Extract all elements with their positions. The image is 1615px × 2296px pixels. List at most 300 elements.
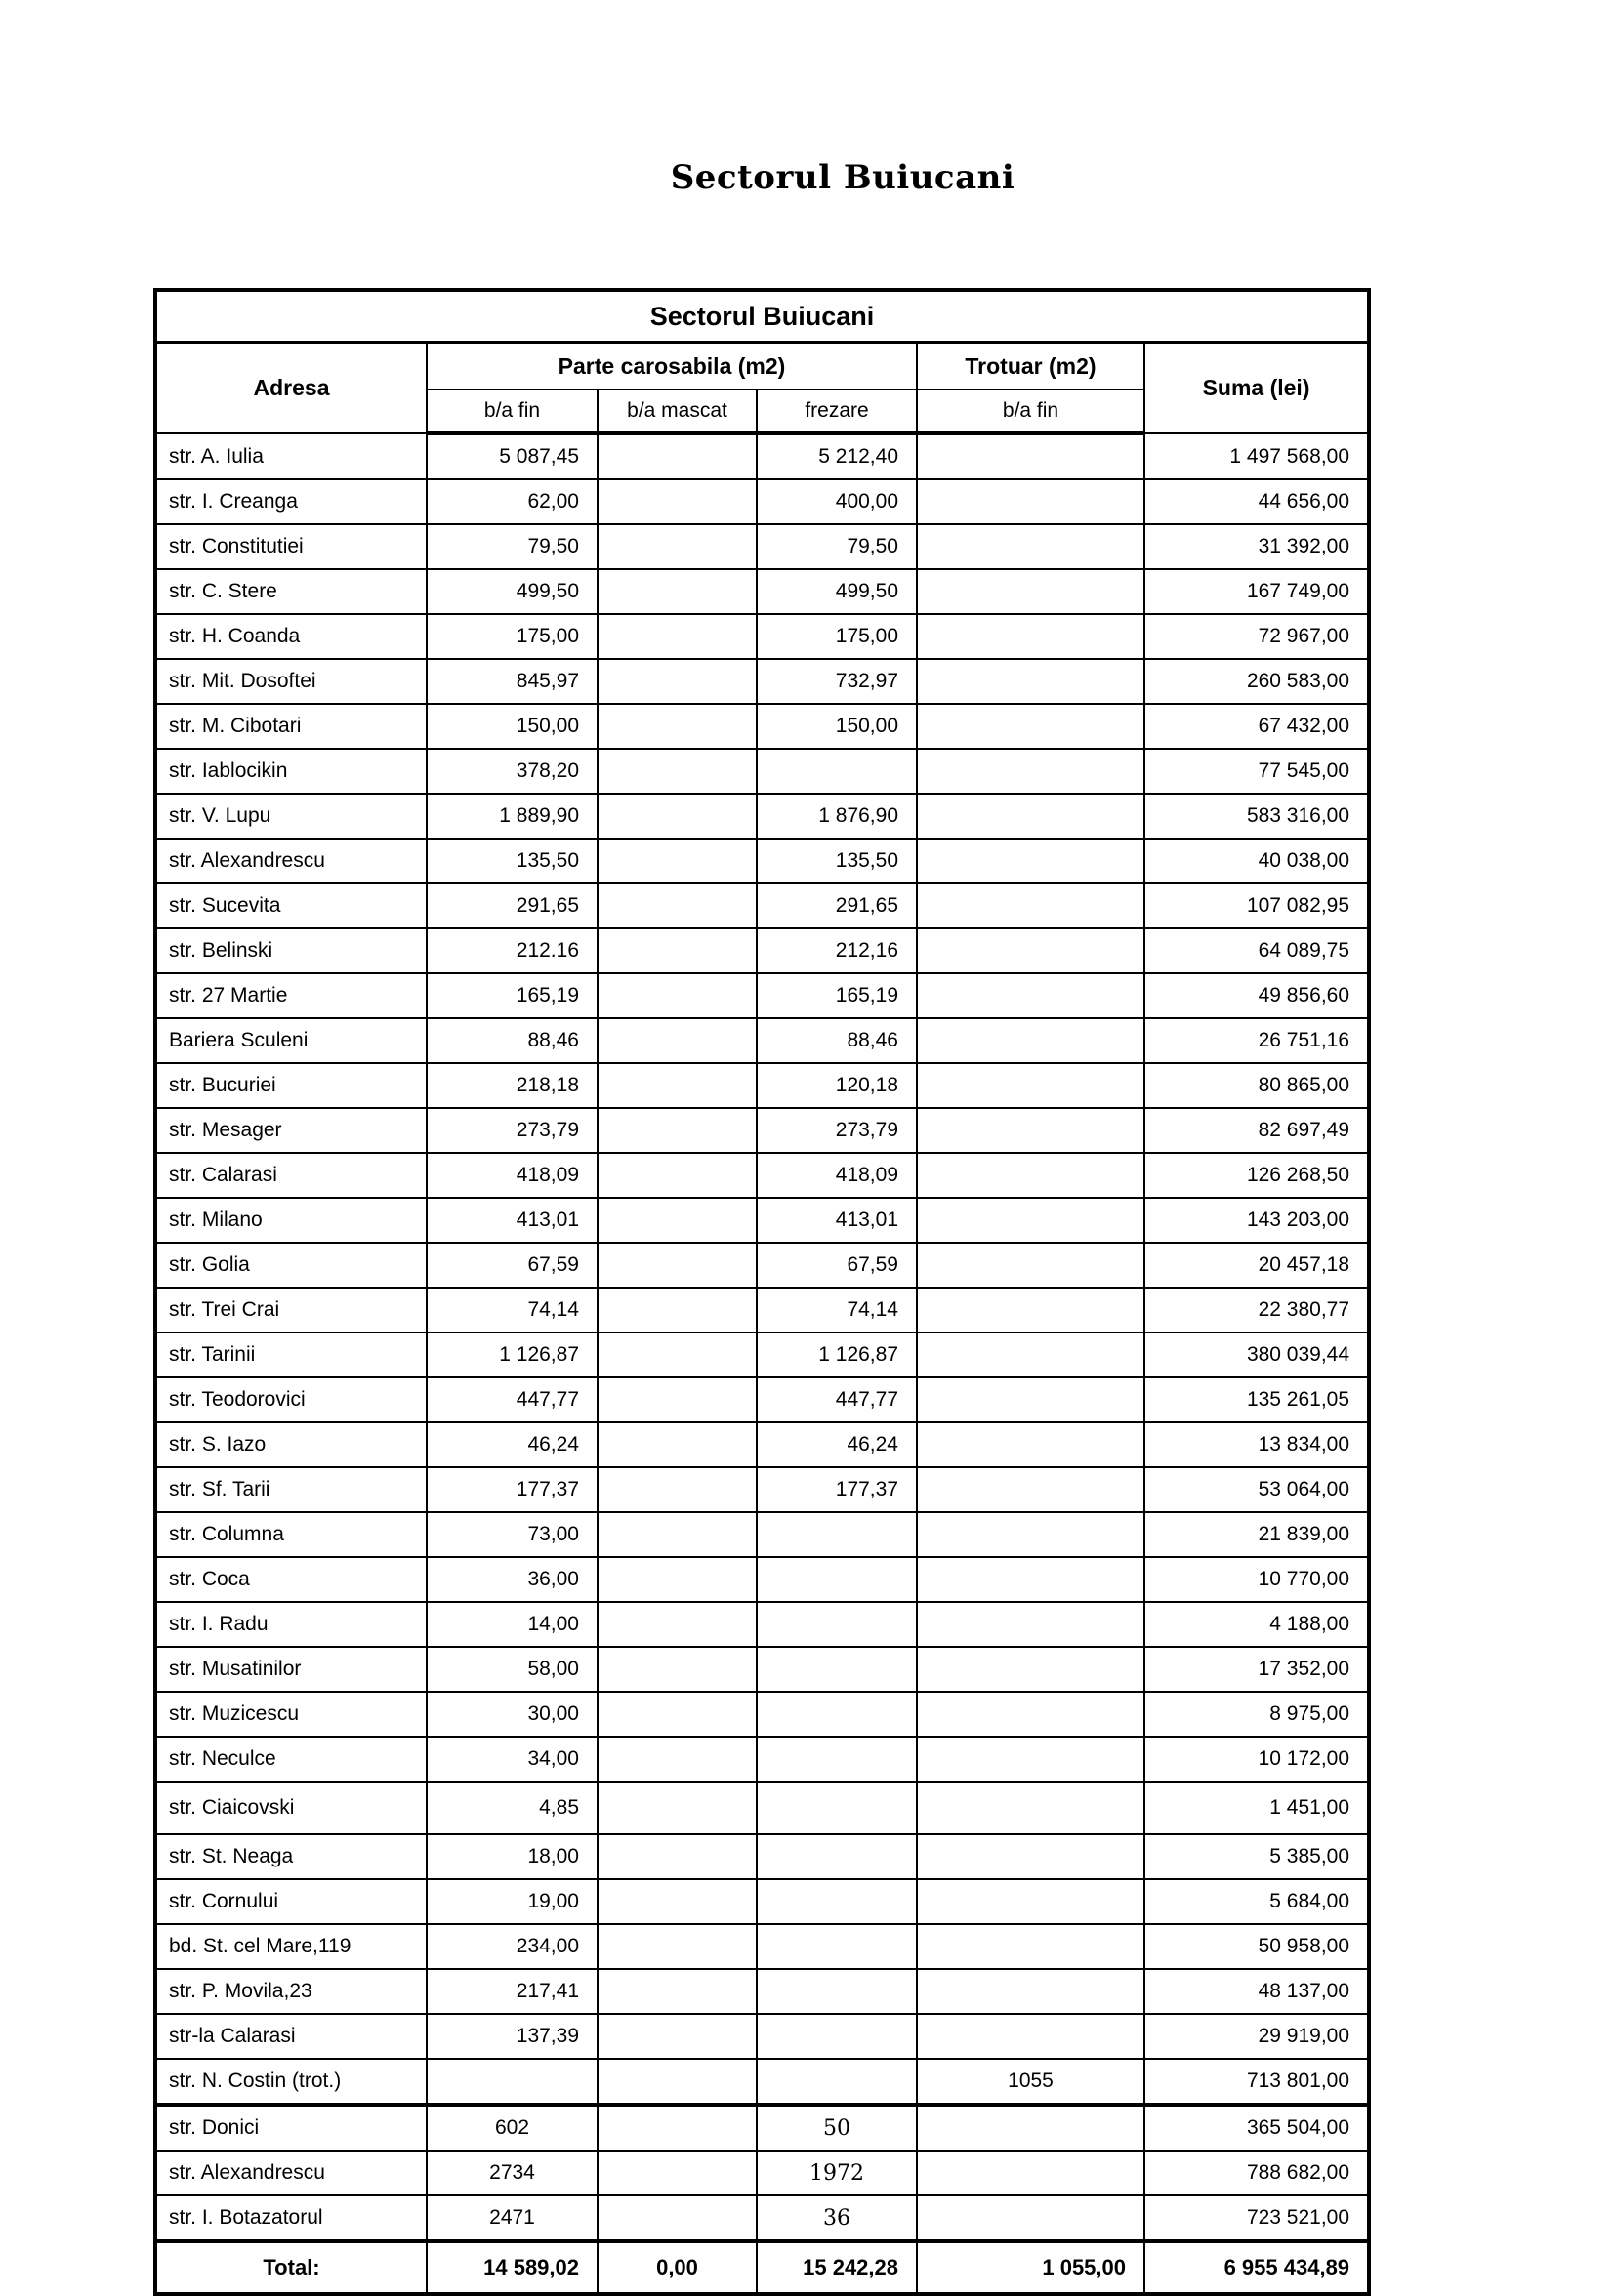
trotuar-cell [917, 1198, 1144, 1243]
suma-cell: 29 919,00 [1144, 2014, 1369, 2059]
table-title-row [155, 290, 1369, 343]
ba-fin-cell: 135,50 [427, 839, 598, 883]
table-row [155, 1153, 1369, 1198]
trotuar-cell [917, 1332, 1144, 1377]
ba-mascat-cell [598, 973, 757, 1018]
frezare-cell: 36 [757, 2195, 917, 2241]
table-row [155, 1834, 1369, 1879]
trotuar-cell [917, 1153, 1144, 1198]
ba-fin-cell: 177,37 [427, 1467, 598, 1512]
ba-mascat-cell [598, 1512, 757, 1557]
table-row [155, 1467, 1369, 1512]
ba-mascat-cell [598, 2059, 757, 2105]
ba-fin-cell: 34,00 [427, 1737, 598, 1782]
adresa-cell: str. Musatinilor [155, 1647, 427, 1692]
table-row [155, 973, 1369, 1018]
ba-fin-cell: 165,19 [427, 973, 598, 1018]
frezare-cell: 5 212,40 [757, 433, 917, 479]
adresa-cell: str. Mit. Dosoftei [155, 659, 427, 704]
ba-fin-cell: 175,00 [427, 614, 598, 659]
adresa-cell: str. St. Neaga [155, 1834, 427, 1879]
ba-mascat-cell [598, 2195, 757, 2241]
suma-cell: 723 521,00 [1144, 2195, 1369, 2241]
table-row [155, 1602, 1369, 1647]
suma-cell: 107 082,95 [1144, 883, 1369, 928]
adresa-cell: str. Calarasi [155, 1153, 427, 1198]
suma-cell: 365 504,00 [1144, 2105, 1369, 2151]
adresa-cell: str. M. Cibotari [155, 704, 427, 749]
trotuar-cell [917, 839, 1144, 883]
ba-mascat-cell [598, 524, 757, 569]
table-row [155, 614, 1369, 659]
frezare-cell: 212,16 [757, 928, 917, 973]
ba-mascat-cell [598, 1288, 757, 1332]
trotuar-cell [917, 1288, 1144, 1332]
header-group-row [155, 343, 1369, 390]
suma-cell: 64 089,75 [1144, 928, 1369, 973]
frezare-cell [757, 2014, 917, 2059]
table-row [155, 433, 1369, 479]
adresa-cell: str. Constitutiei [155, 524, 427, 569]
subheader-ba-mascat: b/a mascat [598, 390, 757, 433]
table-row [155, 569, 1369, 614]
ba-fin-cell: 18,00 [427, 1834, 598, 1879]
ba-mascat-cell [598, 1198, 757, 1243]
frezare-cell: 74,14 [757, 1288, 917, 1332]
adresa-cell: str. Sf. Tarii [155, 1467, 427, 1512]
ba-fin-cell: 212.16 [427, 928, 598, 973]
subheader-trotuar-ba-fin: b/a fin [917, 390, 1144, 433]
ba-mascat-cell [598, 1737, 757, 1782]
ba-mascat-cell [598, 1018, 757, 1063]
ba-mascat-cell [598, 1602, 757, 1647]
trotuar-cell [917, 1602, 1144, 1647]
adresa-cell: str. 27 Martie [155, 973, 427, 1018]
adresa-cell: str. Alexandrescu [155, 2151, 427, 2195]
ba-fin-cell: 217,41 [427, 1969, 598, 2014]
table-row [155, 2105, 1369, 2151]
adresa-cell: str. V. Lupu [155, 794, 427, 839]
ba-mascat-cell [598, 1969, 757, 2014]
table-row [155, 479, 1369, 524]
frezare-cell [757, 1512, 917, 1557]
table-row [155, 1377, 1369, 1422]
ba-fin-cell: 234,00 [427, 1924, 598, 1969]
ba-fin-cell: 5 087,45 [427, 433, 598, 479]
ba-fin-cell: 19,00 [427, 1879, 598, 1924]
adresa-cell: str. Mesager [155, 1108, 427, 1153]
table-row [155, 1692, 1369, 1737]
adresa-cell: str. Milano [155, 1198, 427, 1243]
trotuar-cell [917, 1879, 1144, 1924]
suma-cell: 50 958,00 [1144, 1924, 1369, 1969]
frezare-cell: 1 126,87 [757, 1332, 917, 1377]
trotuar-cell [917, 2105, 1144, 2151]
frezare-cell: 1972 [757, 2151, 917, 2195]
suma-cell: 67 432,00 [1144, 704, 1369, 749]
table-row [155, 1737, 1369, 1782]
suma-cell: 10 172,00 [1144, 1737, 1369, 1782]
trotuar-cell [917, 1924, 1144, 1969]
ba-fin-cell: 79,50 [427, 524, 598, 569]
trotuar-cell [917, 2151, 1144, 2195]
ba-mascat-cell [598, 1647, 757, 1692]
ba-mascat-cell [598, 1422, 757, 1467]
ba-fin-cell: 14,00 [427, 1602, 598, 1647]
ba-fin-cell: 137,39 [427, 2014, 598, 2059]
trotuar-cell [917, 794, 1144, 839]
trotuar-cell [917, 1243, 1144, 1288]
suma-cell: 143 203,00 [1144, 1198, 1369, 1243]
suma-cell: 583 316,00 [1144, 794, 1369, 839]
trotuar-cell [917, 569, 1144, 614]
ba-mascat-cell [598, 1243, 757, 1288]
frezare-cell: 135,50 [757, 839, 917, 883]
total-ba-fin-cell: 14 589,02 [427, 2241, 598, 2294]
suma-cell: 17 352,00 [1144, 1647, 1369, 1692]
ba-mascat-cell [598, 2105, 757, 2151]
frezare-cell: 1 876,90 [757, 794, 917, 839]
trotuar-cell [917, 1692, 1144, 1737]
frezare-cell: 67,59 [757, 1243, 917, 1288]
ba-mascat-cell [598, 839, 757, 883]
adresa-cell: str. S. Iazo [155, 1422, 427, 1467]
adresa-cell: str. Iablocikin [155, 749, 427, 794]
adresa-cell: str. Belinski [155, 928, 427, 973]
frezare-cell: 732,97 [757, 659, 917, 704]
table-row [155, 2195, 1369, 2241]
ba-mascat-cell [598, 2151, 757, 2195]
ba-mascat-cell [598, 479, 757, 524]
ba-mascat-cell [598, 704, 757, 749]
frezare-cell: 177,37 [757, 1467, 917, 1512]
ba-fin-cell: 30,00 [427, 1692, 598, 1737]
table-row [155, 1924, 1369, 1969]
table-row [155, 1108, 1369, 1153]
trotuar-cell [917, 614, 1144, 659]
trotuar-cell [917, 659, 1144, 704]
ba-fin-cell: 73,00 [427, 1512, 598, 1557]
frezare-cell: 499,50 [757, 569, 917, 614]
ba-mascat-cell [598, 1924, 757, 1969]
trotuar-cell [917, 973, 1144, 1018]
suma-cell: 167 749,00 [1144, 569, 1369, 614]
adresa-cell: str. I. Radu [155, 1602, 427, 1647]
header-adresa: Adresa [155, 343, 427, 434]
ba-fin-cell: 4,85 [427, 1782, 598, 1834]
ba-mascat-cell [598, 569, 757, 614]
total-trotuar-cell: 1 055,00 [917, 2241, 1144, 2294]
suma-cell: 72 967,00 [1144, 614, 1369, 659]
suma-cell: 1 451,00 [1144, 1782, 1369, 1834]
total-ba-mascat-cell: 0,00 [598, 2241, 757, 2294]
suma-cell: 713 801,00 [1144, 2059, 1369, 2105]
trotuar-cell [917, 1737, 1144, 1782]
suma-cell: 126 268,50 [1144, 1153, 1369, 1198]
ba-fin-cell: 602 [427, 2105, 598, 2151]
trotuar-cell [917, 524, 1144, 569]
table-row [155, 1557, 1369, 1602]
adresa-cell: str. Alexandrescu [155, 839, 427, 883]
ba-fin-cell: 413,01 [427, 1198, 598, 1243]
frezare-cell [757, 1879, 917, 1924]
trotuar-cell: 1055 [917, 2059, 1144, 2105]
table-row [155, 1969, 1369, 2014]
table-row [155, 1198, 1369, 1243]
adresa-cell: str. Muzicescu [155, 1692, 427, 1737]
ba-mascat-cell [598, 1377, 757, 1422]
adresa-cell: str. Trei Crai [155, 1288, 427, 1332]
page-title: Sectorul Buiucani [670, 158, 1015, 197]
sector-table [153, 288, 1371, 2296]
trotuar-cell [917, 1969, 1144, 2014]
ba-fin-cell: 447,77 [427, 1377, 598, 1422]
ba-fin-cell: 273,79 [427, 1108, 598, 1153]
ba-fin-cell: 67,59 [427, 1243, 598, 1288]
ba-fin-cell: 499,50 [427, 569, 598, 614]
table-row [155, 2014, 1369, 2059]
total-suma-cell: 6 955 434,89 [1144, 2241, 1369, 2294]
adresa-cell: bd. St. cel Mare,119 [155, 1924, 427, 1969]
adresa-cell: str. Sucevita [155, 883, 427, 928]
ba-fin-cell: 74,14 [427, 1288, 598, 1332]
adresa-cell: str. H. Coanda [155, 614, 427, 659]
total-label-cell: Total: [155, 2241, 427, 2294]
adresa-cell: str. N. Costin (trot.) [155, 2059, 427, 2105]
table-row [155, 659, 1369, 704]
ba-fin-cell: 1 126,87 [427, 1332, 598, 1377]
suma-cell: 8 975,00 [1144, 1692, 1369, 1737]
table-row [155, 928, 1369, 973]
trotuar-cell [917, 1108, 1144, 1153]
ba-fin-cell: 36,00 [427, 1557, 598, 1602]
adresa-cell: str. Coca [155, 1557, 427, 1602]
ba-fin-cell: 150,00 [427, 704, 598, 749]
ba-mascat-cell [598, 659, 757, 704]
suma-cell: 5 684,00 [1144, 1879, 1369, 1924]
adresa-cell: str. Ciaicovski [155, 1782, 427, 1834]
frezare-cell: 400,00 [757, 479, 917, 524]
frezare-cell: 273,79 [757, 1108, 917, 1153]
ba-mascat-cell [598, 749, 757, 794]
adresa-cell: str. Neculce [155, 1737, 427, 1782]
trotuar-cell [917, 1557, 1144, 1602]
trotuar-cell [917, 1018, 1144, 1063]
ba-fin-cell: 418,09 [427, 1153, 598, 1198]
table-title: Sectorul Buiucani [155, 290, 1369, 343]
frezare-cell [757, 1602, 917, 1647]
trotuar-cell [917, 704, 1144, 749]
table-row [155, 1422, 1369, 1467]
suma-cell: 26 751,16 [1144, 1018, 1369, 1063]
frezare-cell [757, 1834, 917, 1879]
ba-mascat-cell [598, 2014, 757, 2059]
total-row [155, 2241, 1369, 2294]
ba-mascat-cell [598, 433, 757, 479]
trotuar-cell [917, 883, 1144, 928]
suma-cell: 53 064,00 [1144, 1467, 1369, 1512]
table-row [155, 794, 1369, 839]
suma-cell: 31 392,00 [1144, 524, 1369, 569]
frezare-cell: 165,19 [757, 973, 917, 1018]
ba-mascat-cell [598, 1063, 757, 1108]
frezare-cell [757, 1737, 917, 1782]
table-row [155, 1647, 1369, 1692]
ba-mascat-cell [598, 1834, 757, 1879]
trotuar-cell [917, 479, 1144, 524]
frezare-cell: 79,50 [757, 524, 917, 569]
adresa-cell: str-la Calarasi [155, 2014, 427, 2059]
suma-cell: 260 583,00 [1144, 659, 1369, 704]
ba-fin-cell: 46,24 [427, 1422, 598, 1467]
suma-cell: 13 834,00 [1144, 1422, 1369, 1467]
adresa-cell: str. Donici [155, 2105, 427, 2151]
total-frezare-cell: 15 242,28 [757, 2241, 917, 2294]
table-row [155, 2151, 1369, 2195]
suma-cell: 21 839,00 [1144, 1512, 1369, 1557]
table-row [155, 1018, 1369, 1063]
ba-mascat-cell [598, 1467, 757, 1512]
trotuar-cell [917, 1512, 1144, 1557]
frezare-cell: 50 [757, 2105, 917, 2151]
trotuar-cell [917, 433, 1144, 479]
table-row [155, 1782, 1369, 1834]
trotuar-cell [917, 1834, 1144, 1879]
suma-cell: 20 457,18 [1144, 1243, 1369, 1288]
subheader-frezare: frezare [757, 390, 917, 433]
table-row [155, 2059, 1369, 2105]
trotuar-cell [917, 749, 1144, 794]
frezare-cell: 46,24 [757, 1422, 917, 1467]
trotuar-cell [917, 1467, 1144, 1512]
suma-cell: 48 137,00 [1144, 1969, 1369, 2014]
ba-fin-cell: 2471 [427, 2195, 598, 2241]
ba-fin-cell: 2734 [427, 2151, 598, 2195]
adresa-cell: str. I. Creanga [155, 479, 427, 524]
frezare-cell: 150,00 [757, 704, 917, 749]
ba-mascat-cell [598, 1557, 757, 1602]
table-row [155, 1243, 1369, 1288]
header-suma: Suma (lei) [1144, 343, 1369, 434]
frezare-cell [757, 1782, 917, 1834]
suma-cell: 22 380,77 [1144, 1288, 1369, 1332]
ba-mascat-cell [598, 1782, 757, 1834]
frezare-cell: 418,09 [757, 1153, 917, 1198]
frezare-cell [757, 1969, 917, 2014]
table-row [155, 1332, 1369, 1377]
ba-mascat-cell [598, 614, 757, 659]
adresa-cell: str. Tarinii [155, 1332, 427, 1377]
suma-cell: 1 497 568,00 [1144, 433, 1369, 479]
adresa-cell: str. P. Movila,23 [155, 1969, 427, 2014]
suma-cell: 10 770,00 [1144, 1557, 1369, 1602]
adresa-cell: str. Teodorovici [155, 1377, 427, 1422]
suma-cell: 49 856,60 [1144, 973, 1369, 1018]
trotuar-cell [917, 2014, 1144, 2059]
suma-cell: 788 682,00 [1144, 2151, 1369, 2195]
table-row [155, 749, 1369, 794]
trotuar-cell [917, 928, 1144, 973]
frezare-cell [757, 1557, 917, 1602]
header-trotuar: Trotuar (m2) [917, 343, 1144, 390]
ba-fin-cell: 291,65 [427, 883, 598, 928]
ba-fin-cell: 218,18 [427, 1063, 598, 1108]
adresa-cell: str. Golia [155, 1243, 427, 1288]
ba-mascat-cell [598, 1692, 757, 1737]
trotuar-cell [917, 2195, 1144, 2241]
table-row [155, 1063, 1369, 1108]
adresa-cell: str. Cornului [155, 1879, 427, 1924]
frezare-cell: 447,77 [757, 1377, 917, 1422]
trotuar-cell [917, 1377, 1144, 1422]
frezare-cell [757, 1647, 917, 1692]
suma-cell: 135 261,05 [1144, 1377, 1369, 1422]
ba-fin-cell: 845,97 [427, 659, 598, 704]
ba-fin-cell: 88,46 [427, 1018, 598, 1063]
subheader-ba-fin: b/a fin [427, 390, 598, 433]
suma-cell: 82 697,49 [1144, 1108, 1369, 1153]
suma-cell: 77 545,00 [1144, 749, 1369, 794]
frezare-cell [757, 1924, 917, 1969]
frezare-cell [757, 749, 917, 794]
frezare-cell: 88,46 [757, 1018, 917, 1063]
ba-fin-cell: 1 889,90 [427, 794, 598, 839]
trotuar-cell [917, 1422, 1144, 1467]
ba-mascat-cell [598, 928, 757, 973]
table-row [155, 704, 1369, 749]
ba-fin-cell: 378,20 [427, 749, 598, 794]
suma-cell: 380 039,44 [1144, 1332, 1369, 1377]
table-row [155, 524, 1369, 569]
trotuar-cell [917, 1063, 1144, 1108]
trotuar-cell [917, 1647, 1144, 1692]
ba-fin-cell: 58,00 [427, 1647, 598, 1692]
ba-fin-cell [427, 2059, 598, 2105]
frezare-cell [757, 1692, 917, 1737]
frezare-cell: 413,01 [757, 1198, 917, 1243]
ba-mascat-cell [598, 1108, 757, 1153]
suma-cell: 5 385,00 [1144, 1834, 1369, 1879]
suma-cell: 40 038,00 [1144, 839, 1369, 883]
ba-mascat-cell [598, 1879, 757, 1924]
ba-mascat-cell [598, 1153, 757, 1198]
table-row [155, 1879, 1369, 1924]
frezare-cell: 120,18 [757, 1063, 917, 1108]
adresa-cell: str. I. Botazatorul [155, 2195, 427, 2241]
frezare-cell: 175,00 [757, 614, 917, 659]
suma-cell: 80 865,00 [1144, 1063, 1369, 1108]
suma-cell: 44 656,00 [1144, 479, 1369, 524]
adresa-cell: str. A. Iulia [155, 433, 427, 479]
table-row [155, 839, 1369, 883]
ba-mascat-cell [598, 1332, 757, 1377]
adresa-cell: str. Columna [155, 1512, 427, 1557]
frezare-cell: 291,65 [757, 883, 917, 928]
adresa-cell: Bariera Sculeni [155, 1018, 427, 1063]
trotuar-cell [917, 1782, 1144, 1834]
suma-cell: 4 188,00 [1144, 1602, 1369, 1647]
table-row [155, 1512, 1369, 1557]
frezare-cell [757, 2059, 917, 2105]
table-row [155, 1288, 1369, 1332]
ba-mascat-cell [598, 794, 757, 839]
adresa-cell: str. C. Stere [155, 569, 427, 614]
ba-fin-cell: 62,00 [427, 479, 598, 524]
adresa-cell: str. Bucuriei [155, 1063, 427, 1108]
header-parte-carosabila: Parte carosabila (m2) [427, 343, 917, 390]
table-row [155, 883, 1369, 928]
ba-mascat-cell [598, 883, 757, 928]
